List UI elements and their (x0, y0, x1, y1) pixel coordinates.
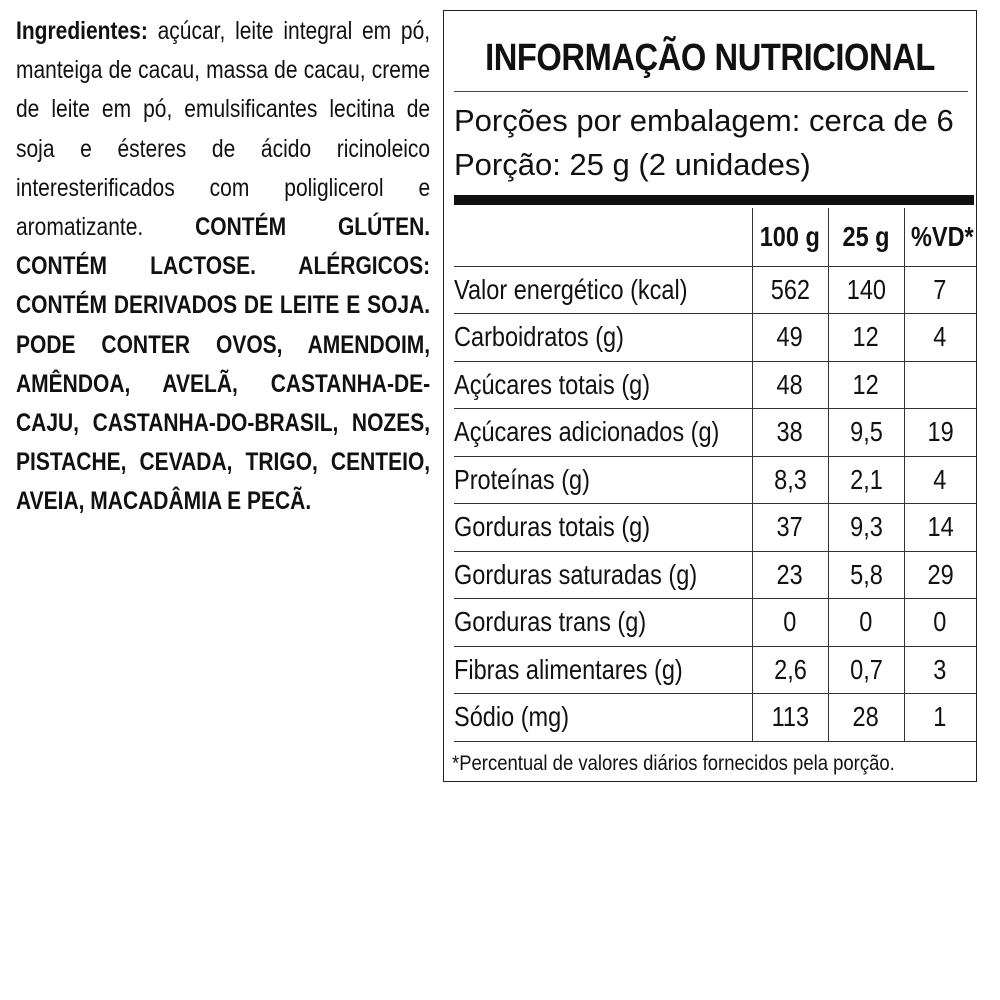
value-per-100g: 2,6 (752, 646, 828, 694)
header-spacer (454, 208, 752, 266)
nutrient-label: Açúcares adicionados (g) (454, 409, 752, 457)
value-per-100g: 49 (752, 314, 828, 362)
daily-value-percent: 4 (904, 314, 976, 362)
value-per-serving: 12 (828, 314, 904, 362)
value-per-serving: 28 (828, 694, 904, 742)
nutrient-label: Gorduras saturadas (g) (454, 551, 752, 599)
daily-value-percent (904, 361, 976, 409)
column-header-25g: 25 g (828, 208, 904, 266)
daily-value-percent: 7 (904, 266, 976, 314)
divider (454, 91, 968, 92)
table-row (454, 694, 976, 742)
ingredients-block (16, 12, 430, 522)
value-per-serving: 5,8 (828, 551, 904, 599)
value-per-100g: 8,3 (752, 456, 828, 504)
value-per-serving: 9,3 (828, 504, 904, 552)
value-per-100g: 23 (752, 551, 828, 599)
thick-divider (454, 195, 974, 205)
column-header-100g: 100 g (752, 208, 828, 266)
footnote: *Percentual de valores diários fornecidos pela porção. (452, 752, 895, 775)
nutrient-label: Açúcares totais (g) (454, 361, 752, 409)
allergen-warning: CONTÉM GLÚTEN. CONTÉM LACTOSE. ALÉRGICOS: CONTÉM DERIVADOS DE LEITE E SOJA. PODE CONTER OVOS, AMENDOIM, AMÊNDOA, AVELÃ, CASTANHA-DE-CAJU, CASTANHA-DO-BRASIL, NOZES, PISTACHE, CEVADA, TRIGO, CENTEIO, AVEIA, MACADÂMIA E PECÃ. (16, 213, 431, 516)
nutrient-label: Proteínas (g) (454, 456, 752, 504)
serving-size: Porção: 25 g (2 unidades) (454, 147, 811, 182)
table-row (454, 456, 976, 504)
daily-value-percent: 3 (904, 646, 976, 694)
value-per-serving: 140 (828, 266, 904, 314)
table-header-row (454, 208, 976, 266)
nutrient-label: Valor energético (kcal) (454, 266, 752, 314)
column-header-vd: %VD* (904, 208, 976, 266)
nutrient-label: Sódio (mg) (454, 694, 752, 742)
nutrient-label: Fibras alimentares (g) (454, 646, 752, 694)
daily-value-percent: 1 (904, 694, 976, 742)
value-per-serving: 0,7 (828, 646, 904, 694)
daily-value-percent: 29 (904, 551, 976, 599)
table-row (454, 504, 976, 552)
nutrition-facts-panel (443, 10, 977, 782)
table-row (454, 599, 976, 647)
value-per-100g: 113 (752, 694, 828, 742)
value-per-100g: 48 (752, 361, 828, 409)
table-row (454, 409, 976, 457)
servings-per-package: Porções por embalagem: cerca de 6 (454, 103, 954, 138)
daily-value-percent: 0 (904, 599, 976, 647)
nutrition-title: INFORMAÇÃO NUTRICIONAL (485, 37, 935, 79)
value-per-serving: 0 (828, 599, 904, 647)
table-row (454, 551, 976, 599)
value-per-100g: 0 (752, 599, 828, 647)
table-row (454, 314, 976, 362)
nutrition-table (454, 208, 976, 742)
table-row (454, 266, 976, 314)
ingredients-text: açúcar, leite integral em pó, manteiga de cacau, massa de cacau, creme de leite em pó, emulsificantes lecitina de soja e ésteres de ácido ricinoleico interesterificados com poliglicerol e aromatizante. (16, 17, 431, 242)
value-per-100g: 37 (752, 504, 828, 552)
ingredients-label: Ingredientes: (16, 17, 148, 45)
value-per-serving: 9,5 (828, 409, 904, 457)
nutrient-label: Gorduras trans (g) (454, 599, 752, 647)
value-per-100g: 38 (752, 409, 828, 457)
value-per-serving: 2,1 (828, 456, 904, 504)
daily-value-percent: 14 (904, 504, 976, 552)
ingredients-paragraph (16, 12, 430, 522)
value-per-100g: 562 (752, 266, 828, 314)
value-per-serving: 12 (828, 361, 904, 409)
table-row (454, 361, 976, 409)
daily-value-percent: 19 (904, 409, 976, 457)
daily-value-percent: 4 (904, 456, 976, 504)
nutrient-label: Carboidratos (g) (454, 314, 752, 362)
table-row (454, 646, 976, 694)
nutrient-label: Gorduras totais (g) (454, 504, 752, 552)
